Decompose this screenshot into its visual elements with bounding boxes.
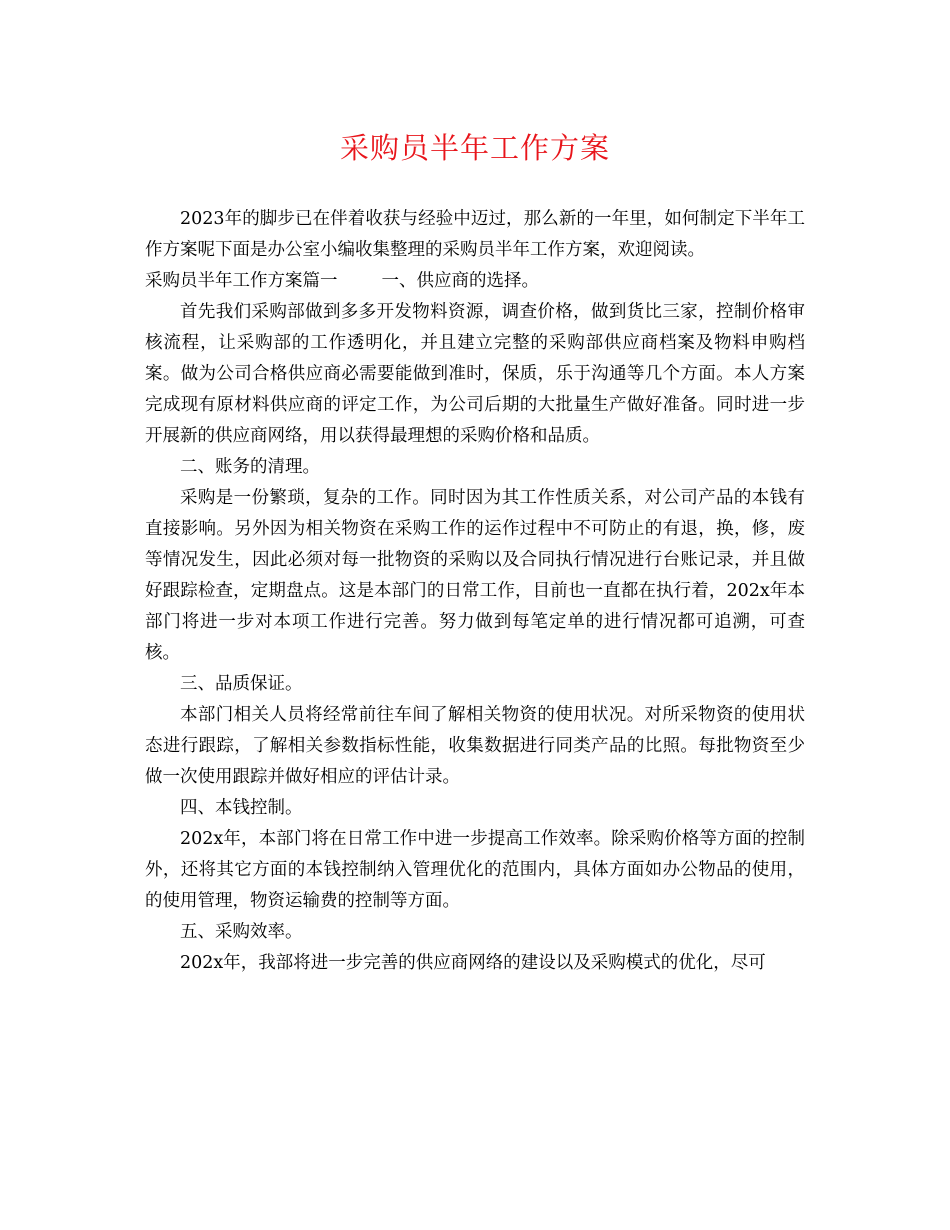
document-title: 采购员半年工作方案 [339, 131, 610, 165]
part-heading-line [145, 266, 805, 297]
part-label: 采购员半年工作方案篇一 [145, 271, 338, 291]
document-body [145, 204, 805, 979]
section3-paragraph: 本部门相关人员将经常前往车间了解相关物资的使用状况。对所采物资的使用状态进行跟踪，了解相关参数指标性能，收集数据进行同类产品的比照。每批物资至少做一次使用跟踪并做好相应的评估计录。 [145, 705, 805, 787]
section5-heading: 五、采购效率。 [180, 922, 303, 942]
section4-paragraph: 202x年，本部门将在日常工作中进一步提高工作效率。除采购价格等方面的控制外，还将其它方面的本钱控制纳入管理优化的范围内，具体方面如办公物品的使用，的使用管理，物资运输费的控制等方面。 [145, 829, 805, 911]
section1-paragraph: 首先我们采购部做到多多开发物料资源，调查价格，做到货比三家，控制价格审核流程，让采购部的工作透明化，并且建立完整的采购部供应商档案及物料申购档案。做为公司合格供应商必需要能做到准时，保质，乐于沟通等几个方面。本人方案完成现有原材料供应商的评定工作，为公司后期的大批量生产做好准备。同时进一步开展新的供应商网络，用以获得最理想的采购价格和品质。 [145, 302, 805, 446]
section4-heading: 四、本钱控制。 [180, 798, 303, 818]
section2-heading: 二、账务的清理。 [180, 457, 320, 477]
section3-heading: 三、品质保证。 [180, 674, 303, 694]
section2-paragraph: 采购是一份繁琐，复杂的工作。同时因为其工作性质关系，对公司产品的本钱有直接影响。另外因为相关物资在采购工作的运作过程中不可防止的有退，换，修，废等情况发生，因此必须对每一批物资的采购以及合同执行情况进行台账记录，并且做好跟踪检查，定期盘点。这是本部门的日常工作，目前也一直都在执行着，202x年本部门将进一步对本项工作进行完善。努力做到每笔定单的进行情况都可追溯，可查核。 [145, 488, 805, 663]
section1-heading: 一、供应商的选择。 [381, 271, 539, 291]
intro-paragraph: 2023年的脚步已在伴着收获与经验中迈过，那么新的一年里，如何制定下半年工作方案呢下面是办公室小编收集整理的采购员半年工作方案，欢迎阅读。 [145, 209, 805, 260]
section5-paragraph: 202x年，我部将进一步完善的供应商网络的建设以及采购模式的优化，尽可 [180, 953, 766, 973]
